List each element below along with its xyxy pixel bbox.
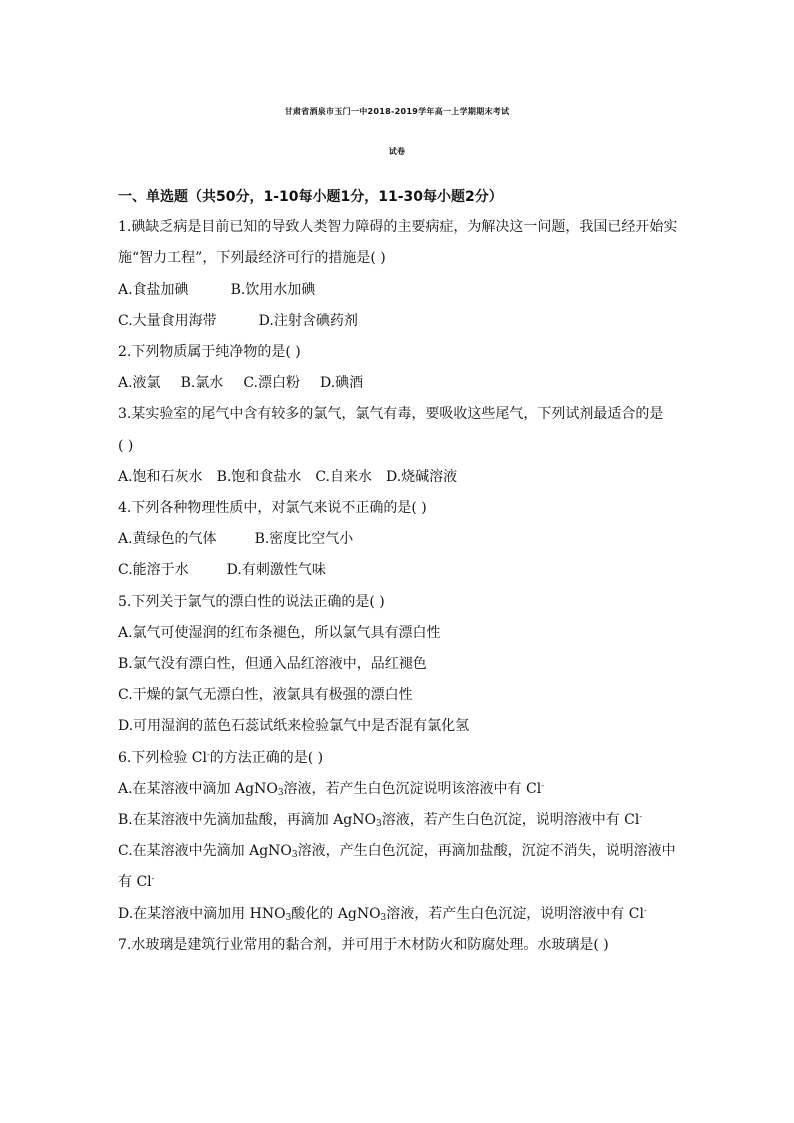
q2-option-d: D.碘酒 [319,375,364,391]
q3-option-a: A.饱和石灰水 [118,469,203,485]
q1-option-d: D.注射含碘药剂 [258,313,358,329]
q3-option-b: B.饱和食盐水 [216,469,302,485]
exam-title-line1: 甘肃省酒泉市玉门一中2018-2019学年高一上学期期末考试 [284,107,510,116]
q6-option-d: D.在某溶液中滴加用 $HNO_3$酸化的 AgNO$_3$溶液，若产生白色沉淀，说明溶液中有 Cl- [118,906,647,923]
q3-option-d: D.烧碱溶液 [385,469,458,485]
q4-option-c: C.能溶于水 [118,562,189,578]
q2-option-b: B.氯水 [180,375,224,391]
q6-option-c-line1: C.在某溶液中先滴加 AgNO$_3$溶液，产生白色沉淀，再滴加盐酸，沉淀不消失，说明溶液中 [118,843,676,860]
q4-option-a: A.黄绿色的气体 [118,531,217,547]
q2-option-c: C.漂白粉 [243,375,300,391]
q1-option-c: C.大量食用海带 [118,313,217,329]
exam-title-line2: 试卷 [388,147,406,156]
q6-stem: 6.下列检验 Cl-的方法正确的是( ) [118,750,324,766]
q4-options-row2 [118,561,326,579]
q3-option-c: C.自来水 [315,469,372,485]
q6-option-b: B.在某溶液中先滴加盐酸，再滴加 AgNO$_3$溶液，若产生白色沉淀，说明溶液中有 Cl- [118,812,643,829]
q3-options [118,468,457,486]
q2-option-a: A.液氯 [118,375,161,391]
q5-stem: 5.下列关于氯气的漂白性的说法正确的是( ) [118,594,385,610]
q7-stem: 7.水玻璃是建筑行业常用的黏合剂，并可用于木材防火和防腐处理。水玻璃是( ) [118,937,609,953]
q3-stem-line2: ( ) [118,438,134,454]
q1-option-b: B.饮用水加碘 [230,282,316,298]
q5-option-b: B.氯气没有漂白性，但通入品红溶液中，品红褪色 [118,656,427,672]
q6-option-a: A.在某溶液中滴加 AgNO$_3$溶液，若产生白色沉淀说明该溶液中有 Cl- [118,781,544,798]
q4-option-b: B.密度比空气小 [254,531,354,547]
q2-options [118,374,363,392]
q1-stem-line1: 1.碘缺乏病是目前已知的导致人类智力障碍的主要病症，为解决这一问题，我国已经开始实 [118,219,678,235]
q1-stem-line2: 施“智力工程”，下列最经济可行的措施是( ) [118,250,386,266]
q2-stem: 2.下列物质属于纯净物的是( ) [118,344,301,360]
q3-stem-line1: 3.某实验室的尾气中含有较多的氯气，氯气有毒，要吸收这些尾气，下列试剂最适合的是 [118,406,664,422]
q1-options-row2 [118,312,358,330]
q1-option-a: A.食盐加碘 [118,282,189,298]
q4-options-row1 [118,530,353,548]
q4-stem: 4.下列各种物理性质中，对氯气来说不正确的是( ) [118,500,427,516]
q5-option-a: A.氯气可使湿润的红布条褪色，所以氯气具有漂白性 [118,625,441,641]
q6-option-c-line2: 有 Cl- [118,874,155,890]
section-heading: 一、单选题（共50分，1-10每小题1分，11-30每小题2分） [118,189,503,205]
q5-option-d: D.可用湿润的蓝色石蕊试纸来检验氯气中是否混有氯化氢 [118,718,470,734]
q1-options-row1 [118,281,315,299]
q5-option-c: C.干燥的氯气无漂白性，液氯具有极强的漂白性 [118,687,413,703]
q4-option-d: D.有刺激性气味 [226,562,326,578]
